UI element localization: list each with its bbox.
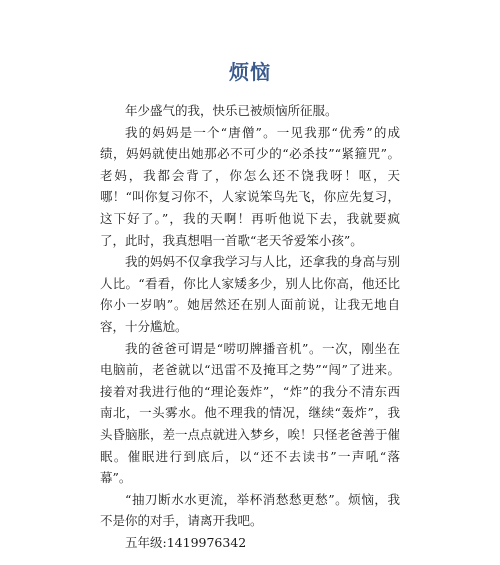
author-grade-line: 五年级:1419976342 <box>125 534 247 550</box>
paragraph-mother-nagging: 我的妈妈是一个“唐僧”。一见我那“优秀”的成绩，妈妈就使出她那必不可少的“必杀技”“紧箍咒”。老妈，我都会背了，你怎么还不饶我呀！呕，天哪！“叫你复习你不，人家说笨鸟先飞，你应先复习，这下好了。”，我的天啊！再听他说下去，我就要疯了，此时，我真想唱一首歌“老天爷爱笨小孩”。 <box>100 124 400 248</box>
paragraph-father-lecture: 我的爸爸可谓是“唠叨牌播音机”。一次，刚坐在电脑前，老爸就以“迅雷不及掩耳之势”“闯”了进来。接着对我进行他的“理论轰炸”，“炸”的我分不清东西南北，一头雾水。他不理我的情况，继续“轰炸”，我头昏脑胀，差一点点就进入梦乡，唉！只怪老爸善于催眠。催眠进行到底后，以“还不去读书”一声吼“落幕”。 <box>100 340 401 486</box>
document-body <box>100 100 400 553</box>
paragraph-intro: 年少盛气的我，快乐已被烦恼所征服。 <box>125 103 338 118</box>
document-title: 烦恼 <box>229 60 271 84</box>
paragraph-mother-comparison: 我的妈妈不仅拿我学习与人比，还拿我的身高与别人比。“看看，你比人家矮多少，别人比你高，他还比你小一岁呐”。她居然还在别人面前说，让我无地自容，十分尴尬。 <box>100 254 401 334</box>
paragraph-conclusion: “抽刀断水水更流，举杯消愁愁更愁”。烦恼，我不是你的对手，请离开我吧。 <box>100 491 400 529</box>
